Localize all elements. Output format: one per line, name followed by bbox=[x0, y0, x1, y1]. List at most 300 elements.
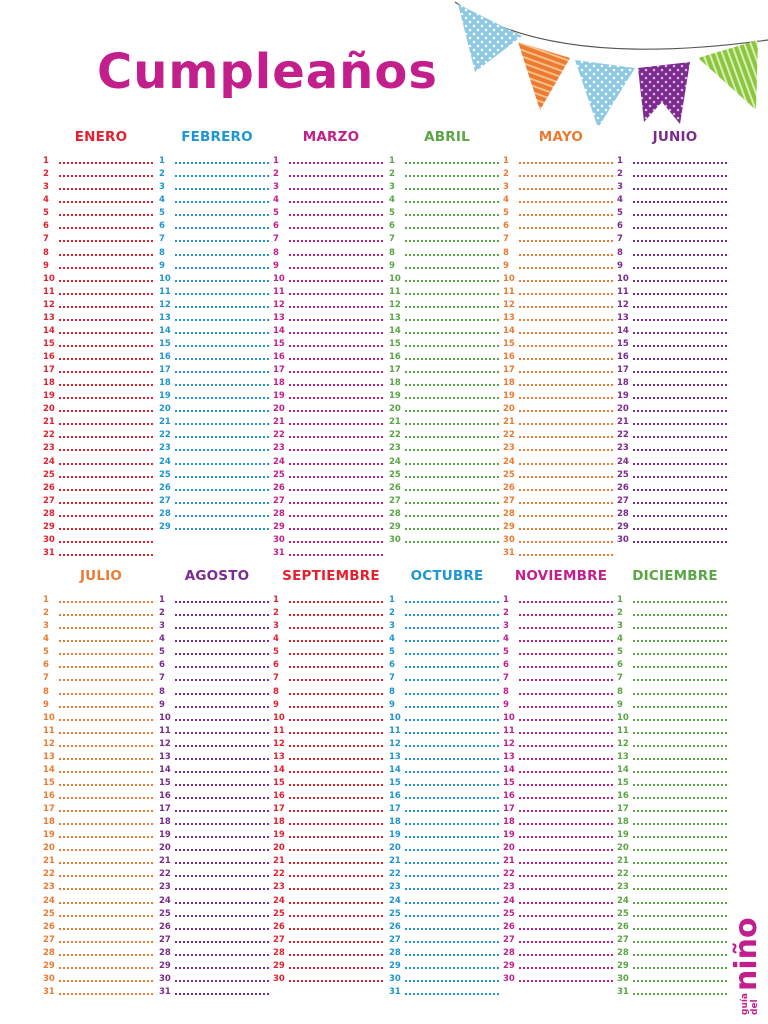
day-write-line[interactable] bbox=[289, 849, 383, 851]
day-write-line[interactable] bbox=[633, 502, 727, 504]
day-write-line[interactable] bbox=[633, 397, 727, 399]
day-write-line[interactable] bbox=[405, 980, 499, 982]
day-write-line[interactable] bbox=[519, 810, 613, 812]
day-write-line[interactable] bbox=[175, 332, 269, 334]
day-write-line[interactable] bbox=[633, 640, 727, 642]
day-write-line[interactable] bbox=[289, 358, 383, 360]
day-write-line[interactable] bbox=[633, 862, 727, 864]
day-write-line[interactable] bbox=[175, 489, 269, 491]
day-write-line[interactable] bbox=[289, 449, 383, 451]
day-write-line[interactable] bbox=[405, 875, 499, 877]
day-write-line[interactable] bbox=[59, 293, 153, 295]
day-write-line[interactable] bbox=[59, 967, 153, 969]
day-write-line[interactable] bbox=[289, 188, 383, 190]
day-write-line[interactable] bbox=[289, 175, 383, 177]
day-write-line[interactable] bbox=[633, 267, 727, 269]
day-write-line[interactable] bbox=[59, 371, 153, 373]
day-write-line[interactable] bbox=[519, 332, 613, 334]
day-write-line[interactable] bbox=[633, 928, 727, 930]
day-write-line[interactable] bbox=[519, 371, 613, 373]
day-write-line[interactable] bbox=[405, 175, 499, 177]
day-write-line[interactable] bbox=[633, 201, 727, 203]
day-write-line[interactable] bbox=[519, 745, 613, 747]
day-write-line[interactable] bbox=[289, 771, 383, 773]
day-write-line[interactable] bbox=[633, 693, 727, 695]
day-write-line[interactable] bbox=[175, 849, 269, 851]
day-write-line[interactable] bbox=[633, 410, 727, 412]
day-write-line[interactable] bbox=[175, 293, 269, 295]
day-write-line[interactable] bbox=[289, 397, 383, 399]
day-write-line[interactable] bbox=[405, 954, 499, 956]
day-write-line[interactable] bbox=[519, 941, 613, 943]
day-write-line[interactable] bbox=[405, 227, 499, 229]
day-write-line[interactable] bbox=[405, 915, 499, 917]
day-write-line[interactable] bbox=[59, 214, 153, 216]
day-write-line[interactable] bbox=[405, 941, 499, 943]
day-write-line[interactable] bbox=[633, 784, 727, 786]
day-write-line[interactable] bbox=[59, 732, 153, 734]
day-write-line[interactable] bbox=[633, 601, 727, 603]
day-write-line[interactable] bbox=[289, 823, 383, 825]
day-write-line[interactable] bbox=[405, 601, 499, 603]
day-write-line[interactable] bbox=[405, 627, 499, 629]
day-write-line[interactable] bbox=[633, 319, 727, 321]
day-write-line[interactable] bbox=[519, 614, 613, 616]
day-write-line[interactable] bbox=[633, 423, 727, 425]
day-write-line[interactable] bbox=[175, 280, 269, 282]
day-write-line[interactable] bbox=[175, 371, 269, 373]
day-write-line[interactable] bbox=[405, 797, 499, 799]
day-write-line[interactable] bbox=[633, 293, 727, 295]
day-write-line[interactable] bbox=[289, 614, 383, 616]
day-write-line[interactable] bbox=[519, 358, 613, 360]
day-write-line[interactable] bbox=[59, 810, 153, 812]
day-write-line[interactable] bbox=[405, 732, 499, 734]
day-write-line[interactable] bbox=[59, 188, 153, 190]
day-write-line[interactable] bbox=[175, 679, 269, 681]
day-write-line[interactable] bbox=[405, 849, 499, 851]
day-write-line[interactable] bbox=[175, 693, 269, 695]
day-write-line[interactable] bbox=[59, 410, 153, 412]
day-write-line[interactable] bbox=[175, 188, 269, 190]
day-write-line[interactable] bbox=[405, 784, 499, 786]
day-write-line[interactable] bbox=[59, 653, 153, 655]
day-write-line[interactable] bbox=[405, 423, 499, 425]
day-write-line[interactable] bbox=[289, 254, 383, 256]
day-write-line[interactable] bbox=[59, 240, 153, 242]
day-write-line[interactable] bbox=[405, 280, 499, 282]
day-write-line[interactable] bbox=[175, 627, 269, 629]
day-write-line[interactable] bbox=[289, 862, 383, 864]
day-write-line[interactable] bbox=[175, 875, 269, 877]
day-write-line[interactable] bbox=[633, 732, 727, 734]
day-write-line[interactable] bbox=[633, 515, 727, 517]
day-write-line[interactable] bbox=[633, 345, 727, 347]
day-write-line[interactable] bbox=[519, 463, 613, 465]
day-write-line[interactable] bbox=[633, 214, 727, 216]
day-write-line[interactable] bbox=[405, 862, 499, 864]
day-write-line[interactable] bbox=[519, 627, 613, 629]
day-write-line[interactable] bbox=[519, 693, 613, 695]
day-write-line[interactable] bbox=[405, 476, 499, 478]
day-write-line[interactable] bbox=[519, 849, 613, 851]
day-write-line[interactable] bbox=[519, 875, 613, 877]
day-write-line[interactable] bbox=[59, 771, 153, 773]
day-write-line[interactable] bbox=[175, 967, 269, 969]
day-write-line[interactable] bbox=[405, 693, 499, 695]
day-write-line[interactable] bbox=[175, 410, 269, 412]
day-write-line[interactable] bbox=[289, 515, 383, 517]
day-write-line[interactable] bbox=[405, 614, 499, 616]
day-write-line[interactable] bbox=[519, 267, 613, 269]
day-write-line[interactable] bbox=[633, 489, 727, 491]
day-write-line[interactable] bbox=[59, 267, 153, 269]
day-write-line[interactable] bbox=[289, 810, 383, 812]
day-write-line[interactable] bbox=[59, 614, 153, 616]
day-write-line[interactable] bbox=[59, 836, 153, 838]
day-write-line[interactable] bbox=[633, 528, 727, 530]
day-write-line[interactable] bbox=[175, 758, 269, 760]
day-write-line[interactable] bbox=[175, 515, 269, 517]
day-write-line[interactable] bbox=[289, 706, 383, 708]
day-write-line[interactable] bbox=[175, 980, 269, 982]
day-write-line[interactable] bbox=[633, 954, 727, 956]
day-write-line[interactable] bbox=[59, 332, 153, 334]
day-write-line[interactable] bbox=[59, 679, 153, 681]
day-write-line[interactable] bbox=[519, 771, 613, 773]
day-write-line[interactable] bbox=[633, 653, 727, 655]
day-write-line[interactable] bbox=[405, 449, 499, 451]
day-write-line[interactable] bbox=[405, 201, 499, 203]
day-write-line[interactable] bbox=[633, 627, 727, 629]
day-write-line[interactable] bbox=[519, 175, 613, 177]
day-write-line[interactable] bbox=[175, 941, 269, 943]
day-write-line[interactable] bbox=[405, 371, 499, 373]
day-write-line[interactable] bbox=[633, 614, 727, 616]
day-write-line[interactable] bbox=[405, 758, 499, 760]
day-write-line[interactable] bbox=[175, 502, 269, 504]
day-write-line[interactable] bbox=[175, 358, 269, 360]
day-write-line[interactable] bbox=[59, 162, 153, 164]
day-write-line[interactable] bbox=[519, 293, 613, 295]
day-write-line[interactable] bbox=[519, 967, 613, 969]
day-write-line[interactable] bbox=[633, 358, 727, 360]
day-write-line[interactable] bbox=[519, 862, 613, 864]
day-write-line[interactable] bbox=[289, 554, 383, 556]
day-write-line[interactable] bbox=[175, 810, 269, 812]
day-write-line[interactable] bbox=[405, 162, 499, 164]
day-write-line[interactable] bbox=[519, 476, 613, 478]
day-write-line[interactable] bbox=[59, 358, 153, 360]
day-write-line[interactable] bbox=[633, 810, 727, 812]
day-write-line[interactable] bbox=[289, 489, 383, 491]
day-write-line[interactable] bbox=[519, 410, 613, 412]
day-write-line[interactable] bbox=[175, 397, 269, 399]
day-write-line[interactable] bbox=[289, 240, 383, 242]
day-write-line[interactable] bbox=[405, 902, 499, 904]
day-write-line[interactable] bbox=[405, 188, 499, 190]
day-write-line[interactable] bbox=[519, 797, 613, 799]
day-write-line[interactable] bbox=[633, 967, 727, 969]
day-write-line[interactable] bbox=[289, 201, 383, 203]
day-write-line[interactable] bbox=[59, 280, 153, 282]
day-write-line[interactable] bbox=[175, 162, 269, 164]
day-write-line[interactable] bbox=[175, 267, 269, 269]
day-write-line[interactable] bbox=[59, 902, 153, 904]
day-write-line[interactable] bbox=[633, 332, 727, 334]
day-write-line[interactable] bbox=[519, 449, 613, 451]
day-write-line[interactable] bbox=[59, 502, 153, 504]
day-write-line[interactable] bbox=[175, 954, 269, 956]
day-write-line[interactable] bbox=[59, 476, 153, 478]
day-write-line[interactable] bbox=[405, 836, 499, 838]
day-write-line[interactable] bbox=[405, 888, 499, 890]
day-write-line[interactable] bbox=[633, 902, 727, 904]
day-write-line[interactable] bbox=[405, 653, 499, 655]
day-write-line[interactable] bbox=[175, 993, 269, 995]
day-write-line[interactable] bbox=[289, 162, 383, 164]
day-write-line[interactable] bbox=[59, 928, 153, 930]
day-write-line[interactable] bbox=[59, 823, 153, 825]
day-write-line[interactable] bbox=[519, 732, 613, 734]
day-write-line[interactable] bbox=[405, 515, 499, 517]
day-write-line[interactable] bbox=[405, 502, 499, 504]
day-write-line[interactable] bbox=[519, 188, 613, 190]
day-write-line[interactable] bbox=[289, 423, 383, 425]
day-write-line[interactable] bbox=[59, 528, 153, 530]
day-write-line[interactable] bbox=[289, 640, 383, 642]
day-write-line[interactable] bbox=[519, 162, 613, 164]
day-write-line[interactable] bbox=[175, 436, 269, 438]
day-write-line[interactable] bbox=[289, 267, 383, 269]
day-write-line[interactable] bbox=[519, 423, 613, 425]
day-write-line[interactable] bbox=[633, 915, 727, 917]
day-write-line[interactable] bbox=[519, 679, 613, 681]
day-write-line[interactable] bbox=[519, 666, 613, 668]
day-write-line[interactable] bbox=[59, 797, 153, 799]
day-write-line[interactable] bbox=[289, 784, 383, 786]
day-write-line[interactable] bbox=[59, 980, 153, 982]
day-write-line[interactable] bbox=[519, 706, 613, 708]
day-write-line[interactable] bbox=[289, 384, 383, 386]
day-write-line[interactable] bbox=[519, 240, 613, 242]
day-write-line[interactable] bbox=[175, 836, 269, 838]
day-write-line[interactable] bbox=[59, 175, 153, 177]
day-write-line[interactable] bbox=[405, 640, 499, 642]
day-write-line[interactable] bbox=[175, 476, 269, 478]
day-write-line[interactable] bbox=[633, 797, 727, 799]
day-write-line[interactable] bbox=[405, 410, 499, 412]
day-write-line[interactable] bbox=[519, 515, 613, 517]
day-write-line[interactable] bbox=[405, 345, 499, 347]
day-write-line[interactable] bbox=[59, 227, 153, 229]
day-write-line[interactable] bbox=[519, 902, 613, 904]
day-write-line[interactable] bbox=[59, 640, 153, 642]
day-write-line[interactable] bbox=[175, 719, 269, 721]
day-write-line[interactable] bbox=[633, 980, 727, 982]
day-write-line[interactable] bbox=[519, 980, 613, 982]
day-write-line[interactable] bbox=[59, 849, 153, 851]
day-write-line[interactable] bbox=[633, 719, 727, 721]
day-write-line[interactable] bbox=[405, 267, 499, 269]
day-write-line[interactable] bbox=[519, 528, 613, 530]
day-write-line[interactable] bbox=[59, 954, 153, 956]
day-write-line[interactable] bbox=[289, 332, 383, 334]
day-write-line[interactable] bbox=[289, 627, 383, 629]
day-write-line[interactable] bbox=[59, 875, 153, 877]
day-write-line[interactable] bbox=[405, 679, 499, 681]
day-write-line[interactable] bbox=[289, 915, 383, 917]
day-write-line[interactable] bbox=[59, 201, 153, 203]
day-write-line[interactable] bbox=[289, 666, 383, 668]
day-write-line[interactable] bbox=[633, 679, 727, 681]
day-write-line[interactable] bbox=[405, 463, 499, 465]
day-write-line[interactable] bbox=[519, 954, 613, 956]
day-write-line[interactable] bbox=[289, 463, 383, 465]
day-write-line[interactable] bbox=[289, 410, 383, 412]
day-write-line[interactable] bbox=[59, 706, 153, 708]
day-write-line[interactable] bbox=[59, 397, 153, 399]
day-write-line[interactable] bbox=[633, 449, 727, 451]
day-write-line[interactable] bbox=[633, 849, 727, 851]
day-write-line[interactable] bbox=[175, 227, 269, 229]
day-write-line[interactable] bbox=[175, 745, 269, 747]
day-write-line[interactable] bbox=[59, 941, 153, 943]
day-write-line[interactable] bbox=[175, 423, 269, 425]
day-write-line[interactable] bbox=[59, 693, 153, 695]
day-write-line[interactable] bbox=[175, 823, 269, 825]
day-write-line[interactable] bbox=[633, 227, 727, 229]
day-write-line[interactable] bbox=[289, 732, 383, 734]
day-write-line[interactable] bbox=[289, 888, 383, 890]
day-write-line[interactable] bbox=[59, 758, 153, 760]
day-write-line[interactable] bbox=[519, 306, 613, 308]
day-write-line[interactable] bbox=[405, 810, 499, 812]
day-write-line[interactable] bbox=[633, 745, 727, 747]
day-write-line[interactable] bbox=[59, 515, 153, 517]
day-write-line[interactable] bbox=[633, 175, 727, 177]
day-write-line[interactable] bbox=[519, 489, 613, 491]
day-write-line[interactable] bbox=[175, 928, 269, 930]
day-write-line[interactable] bbox=[289, 476, 383, 478]
day-write-line[interactable] bbox=[633, 476, 727, 478]
day-write-line[interactable] bbox=[289, 502, 383, 504]
day-write-line[interactable] bbox=[405, 254, 499, 256]
day-write-line[interactable] bbox=[59, 745, 153, 747]
day-write-line[interactable] bbox=[405, 771, 499, 773]
day-write-line[interactable] bbox=[519, 345, 613, 347]
day-write-line[interactable] bbox=[289, 719, 383, 721]
day-write-line[interactable] bbox=[289, 541, 383, 543]
day-write-line[interactable] bbox=[289, 758, 383, 760]
day-write-line[interactable] bbox=[59, 254, 153, 256]
day-write-line[interactable] bbox=[59, 627, 153, 629]
day-write-line[interactable] bbox=[405, 214, 499, 216]
day-write-line[interactable] bbox=[633, 306, 727, 308]
day-write-line[interactable] bbox=[633, 541, 727, 543]
day-write-line[interactable] bbox=[519, 541, 613, 543]
day-write-line[interactable] bbox=[289, 902, 383, 904]
day-write-line[interactable] bbox=[519, 436, 613, 438]
day-write-line[interactable] bbox=[175, 653, 269, 655]
day-write-line[interactable] bbox=[289, 293, 383, 295]
day-write-line[interactable] bbox=[519, 640, 613, 642]
day-write-line[interactable] bbox=[175, 614, 269, 616]
day-write-line[interactable] bbox=[633, 384, 727, 386]
day-write-line[interactable] bbox=[289, 836, 383, 838]
day-write-line[interactable] bbox=[289, 306, 383, 308]
day-write-line[interactable] bbox=[633, 875, 727, 877]
day-write-line[interactable] bbox=[289, 601, 383, 603]
day-write-line[interactable] bbox=[633, 280, 727, 282]
day-write-line[interactable] bbox=[519, 888, 613, 890]
day-write-line[interactable] bbox=[289, 875, 383, 877]
day-write-line[interactable] bbox=[633, 188, 727, 190]
day-write-line[interactable] bbox=[59, 888, 153, 890]
day-write-line[interactable] bbox=[59, 345, 153, 347]
day-write-line[interactable] bbox=[59, 915, 153, 917]
day-write-line[interactable] bbox=[405, 293, 499, 295]
day-write-line[interactable] bbox=[175, 319, 269, 321]
day-write-line[interactable] bbox=[405, 332, 499, 334]
day-write-line[interactable] bbox=[175, 601, 269, 603]
day-write-line[interactable] bbox=[175, 201, 269, 203]
day-write-line[interactable] bbox=[59, 384, 153, 386]
day-write-line[interactable] bbox=[519, 201, 613, 203]
day-write-line[interactable] bbox=[175, 214, 269, 216]
day-write-line[interactable] bbox=[175, 175, 269, 177]
day-write-line[interactable] bbox=[175, 888, 269, 890]
day-write-line[interactable] bbox=[519, 319, 613, 321]
day-write-line[interactable] bbox=[519, 227, 613, 229]
day-write-line[interactable] bbox=[289, 797, 383, 799]
day-write-line[interactable] bbox=[405, 823, 499, 825]
day-write-line[interactable] bbox=[175, 797, 269, 799]
day-write-line[interactable] bbox=[633, 771, 727, 773]
day-write-line[interactable] bbox=[633, 888, 727, 890]
day-write-line[interactable] bbox=[519, 280, 613, 282]
day-write-line[interactable] bbox=[405, 306, 499, 308]
day-write-line[interactable] bbox=[289, 653, 383, 655]
day-write-line[interactable] bbox=[519, 554, 613, 556]
day-write-line[interactable] bbox=[633, 666, 727, 668]
day-write-line[interactable] bbox=[289, 980, 383, 982]
day-write-line[interactable] bbox=[175, 254, 269, 256]
day-write-line[interactable] bbox=[289, 528, 383, 530]
day-write-line[interactable] bbox=[633, 254, 727, 256]
day-write-line[interactable] bbox=[175, 666, 269, 668]
day-write-line[interactable] bbox=[175, 784, 269, 786]
day-write-line[interactable] bbox=[633, 162, 727, 164]
day-write-line[interactable] bbox=[59, 423, 153, 425]
day-write-line[interactable] bbox=[59, 719, 153, 721]
day-write-line[interactable] bbox=[289, 954, 383, 956]
day-write-line[interactable] bbox=[59, 862, 153, 864]
day-write-line[interactable] bbox=[59, 601, 153, 603]
day-write-line[interactable] bbox=[175, 306, 269, 308]
day-write-line[interactable] bbox=[59, 666, 153, 668]
day-write-line[interactable] bbox=[175, 771, 269, 773]
day-write-line[interactable] bbox=[633, 758, 727, 760]
day-write-line[interactable] bbox=[405, 397, 499, 399]
day-write-line[interactable] bbox=[519, 254, 613, 256]
day-write-line[interactable] bbox=[405, 319, 499, 321]
day-write-line[interactable] bbox=[633, 436, 727, 438]
day-write-line[interactable] bbox=[519, 784, 613, 786]
day-write-line[interactable] bbox=[633, 941, 727, 943]
day-write-line[interactable] bbox=[405, 436, 499, 438]
day-write-line[interactable] bbox=[175, 732, 269, 734]
